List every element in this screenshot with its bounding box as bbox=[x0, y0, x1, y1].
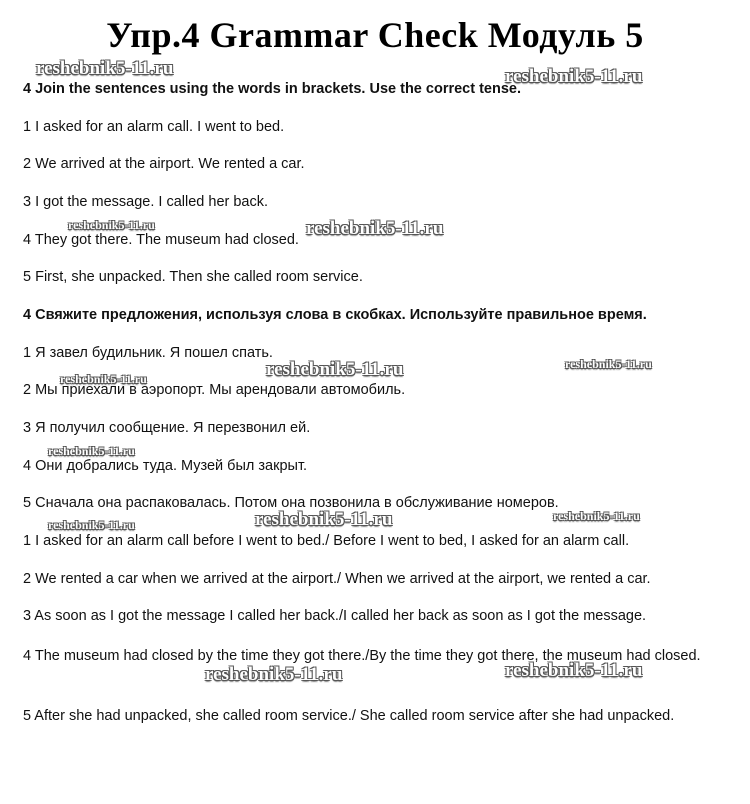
watermark: reshebnik5-11.ru bbox=[48, 444, 135, 458]
answer-3: 3 As soon as I got the message I called her back./I called her back as soon as I got the message. bbox=[23, 608, 647, 624]
watermark: reshebnik5-11.ru bbox=[255, 509, 393, 530]
watermark: reshebnik5-11.ru bbox=[553, 509, 640, 523]
task-ru-heading: 4 Свяжите предложения, используя слова в скобках. Используйте правильное время. bbox=[23, 307, 647, 323]
task-en-item-3: 3 I got the message. I called her back. bbox=[23, 194, 269, 210]
page-title: Упр.4 Grammar Check Модуль 5 bbox=[106, 15, 644, 55]
task-en-item-5: 5 First, she unpacked. Then she called room service. bbox=[23, 269, 363, 285]
watermark: reshebnik5-11.ru bbox=[505, 660, 643, 681]
watermark: reshebnik5-11.ru bbox=[48, 518, 135, 532]
watermark: reshebnik5-11.ru bbox=[505, 66, 643, 87]
task-en-item-2: 2 We arrived at the airport. We rented a car. bbox=[23, 156, 305, 172]
task-ru-item-3: 3 Я получил сообщение. Я перезвонил ей. bbox=[23, 420, 311, 436]
task-en-heading: 4 Join the sentences using the words in brackets. Use the correct tense. bbox=[23, 81, 521, 97]
task-ru-item-1: 1 Я завел будильник. Я пошел спать. bbox=[23, 345, 273, 361]
watermark: reshebnik5-11.ru bbox=[60, 372, 147, 386]
watermark: reshebnik5-11.ru bbox=[36, 58, 174, 79]
watermark: reshebnik5-11.ru bbox=[68, 218, 155, 232]
task-ru-item-5: 5 Сначала она распаковалась. Потом она позвонила в обслуживание номеров. bbox=[23, 495, 559, 511]
task-en-item-4: 4 They got there. The museum had closed. bbox=[23, 232, 299, 248]
task-ru-item-4: 4 Они добрались туда. Музей был закрыт. bbox=[23, 458, 308, 474]
watermark: reshebnik5-11.ru bbox=[306, 218, 444, 239]
watermark: reshebnik5-11.ru bbox=[266, 359, 404, 380]
answer-2: 2 We rented a car when we arrived at the airport./ When we arrived at the airport, we rented a car. bbox=[23, 571, 651, 587]
task-ru-item-2: 2 Мы приехали в аэропорт. Мы арендовали автомобиль. bbox=[23, 382, 406, 398]
task-en-item-1: 1 I asked for an alarm call. I went to bed. bbox=[23, 119, 285, 135]
answer-1: 1 I asked for an alarm call before I went to bed./ Before I went to bed, I asked for an alarm call. bbox=[23, 533, 630, 549]
watermark: reshebnik5-11.ru bbox=[205, 664, 343, 685]
watermark: reshebnik5-11.ru bbox=[565, 357, 652, 371]
answer-5: 5 After she had unpacked, she called room service./ She called room service after she had unpacked. bbox=[23, 708, 675, 724]
answer-4: 4 The museum had closed by the time they got there./By the time they got there, the museum had closed. bbox=[23, 648, 701, 664]
